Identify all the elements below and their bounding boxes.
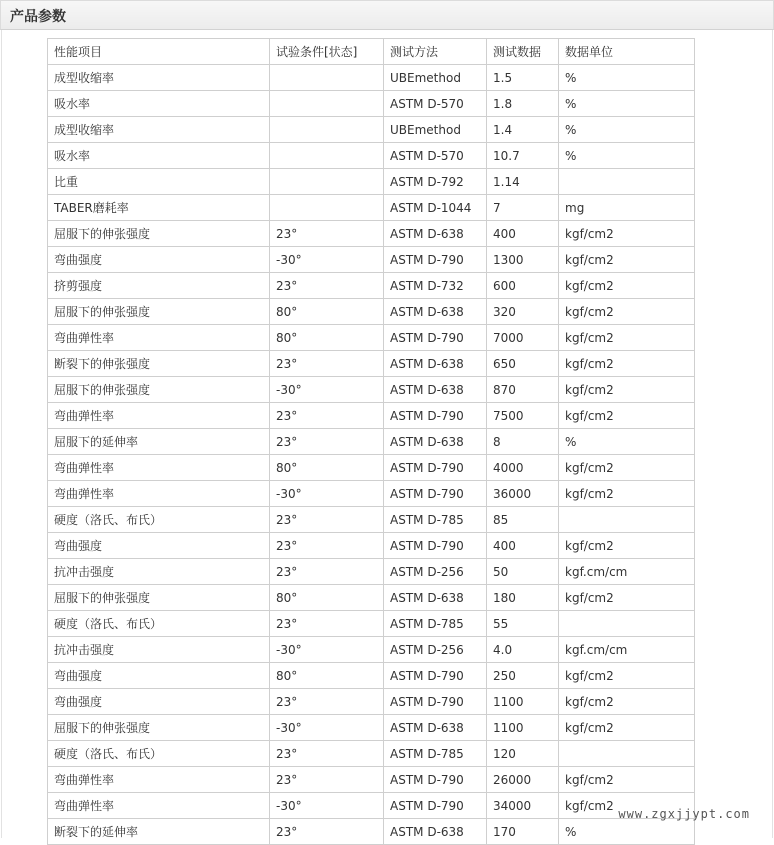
table-cell: kgf/cm2 bbox=[559, 325, 695, 351]
table-cell: kgf.cm/cm bbox=[559, 559, 695, 585]
table-cell: ASTM D-638 bbox=[384, 585, 487, 611]
table-cell: 23° bbox=[270, 273, 384, 299]
table-cell: 弯曲强度 bbox=[48, 689, 270, 715]
table-row bbox=[48, 637, 695, 663]
table-cell: 1300 bbox=[487, 247, 559, 273]
table-cell: 比重 bbox=[48, 169, 270, 195]
table-row bbox=[48, 793, 695, 819]
table-cell: 80° bbox=[270, 299, 384, 325]
table-cell: ASTM D-638 bbox=[384, 429, 487, 455]
table-cell: 170 bbox=[487, 819, 559, 845]
table-cell: ASTM D-638 bbox=[384, 351, 487, 377]
table-cell bbox=[559, 169, 695, 195]
table-row bbox=[48, 715, 695, 741]
table-cell: kgf/cm2 bbox=[559, 455, 695, 481]
table-cell: ASTM D-638 bbox=[384, 377, 487, 403]
table-cell bbox=[270, 117, 384, 143]
table-cell: 成型收缩率 bbox=[48, 65, 270, 91]
table-cell: ASTM D-790 bbox=[384, 481, 487, 507]
table-cell: 1.5 bbox=[487, 65, 559, 91]
table-cell: ASTM D-790 bbox=[384, 793, 487, 819]
table-row bbox=[48, 663, 695, 689]
table-cell: 23° bbox=[270, 221, 384, 247]
table-row bbox=[48, 611, 695, 637]
table-cell: ASTM D-256 bbox=[384, 637, 487, 663]
table-cell: 55 bbox=[487, 611, 559, 637]
table-cell bbox=[270, 91, 384, 117]
table-cell: 80° bbox=[270, 663, 384, 689]
table-cell: ASTM D-785 bbox=[384, 507, 487, 533]
table-cell: 断裂下的延伸率 bbox=[48, 819, 270, 845]
table-cell: kgf.cm/cm bbox=[559, 637, 695, 663]
table-cell: 弯曲弹性率 bbox=[48, 793, 270, 819]
table-row bbox=[48, 429, 695, 455]
table-cell: kgf/cm2 bbox=[559, 377, 695, 403]
table-cell: 屈服下的伸张强度 bbox=[48, 377, 270, 403]
table-cell: kgf/cm2 bbox=[559, 351, 695, 377]
table-cell: 屈服下的延伸率 bbox=[48, 429, 270, 455]
table-cell bbox=[270, 65, 384, 91]
table-cell: -30° bbox=[270, 247, 384, 273]
table-cell: 硬度（洛氏、布氏） bbox=[48, 741, 270, 767]
table-cell: ASTM D-638 bbox=[384, 299, 487, 325]
table-cell: % bbox=[559, 117, 695, 143]
table-cell: 10.7 bbox=[487, 143, 559, 169]
table-cell: -30° bbox=[270, 715, 384, 741]
table-cell: 抗冲击强度 bbox=[48, 559, 270, 585]
table-cell: 挤剪强度 bbox=[48, 273, 270, 299]
table-cell: 23° bbox=[270, 533, 384, 559]
table-cell: ASTM D-638 bbox=[384, 221, 487, 247]
table-cell: 弯曲弹性率 bbox=[48, 767, 270, 793]
table-cell: 85 bbox=[487, 507, 559, 533]
table-cell: -30° bbox=[270, 377, 384, 403]
table-cell: -30° bbox=[270, 793, 384, 819]
table-cell: mg bbox=[559, 195, 695, 221]
table-cell: ASTM D-790 bbox=[384, 247, 487, 273]
table-header-row bbox=[48, 39, 695, 65]
table-row bbox=[48, 585, 695, 611]
table-row bbox=[48, 741, 695, 767]
table-cell: kgf/cm2 bbox=[559, 299, 695, 325]
table-row bbox=[48, 65, 695, 91]
table-cell: 600 bbox=[487, 273, 559, 299]
table-cell: 1100 bbox=[487, 715, 559, 741]
table-body bbox=[48, 65, 695, 845]
table-cell: UBEmethod bbox=[384, 117, 487, 143]
table-row bbox=[48, 403, 695, 429]
table-cell: 50 bbox=[487, 559, 559, 585]
table-cell: 23° bbox=[270, 429, 384, 455]
table-row bbox=[48, 507, 695, 533]
table-cell bbox=[559, 611, 695, 637]
table-cell: kgf/cm2 bbox=[559, 715, 695, 741]
table-cell: 1100 bbox=[487, 689, 559, 715]
table-row bbox=[48, 455, 695, 481]
table-cell: 屈服下的伸张强度 bbox=[48, 299, 270, 325]
table-cell: 弯曲强度 bbox=[48, 533, 270, 559]
table-cell: ASTM D-790 bbox=[384, 533, 487, 559]
table-cell: ASTM D-792 bbox=[384, 169, 487, 195]
table-cell: 180 bbox=[487, 585, 559, 611]
table-cell: 320 bbox=[487, 299, 559, 325]
table-row bbox=[48, 195, 695, 221]
table-row bbox=[48, 169, 695, 195]
table-row bbox=[48, 325, 695, 351]
table-cell: 弯曲弹性率 bbox=[48, 455, 270, 481]
table-cell: 120 bbox=[487, 741, 559, 767]
table-row bbox=[48, 767, 695, 793]
table-cell: 23° bbox=[270, 689, 384, 715]
table-cell: 80° bbox=[270, 325, 384, 351]
table-cell: kgf/cm2 bbox=[559, 689, 695, 715]
column-header: 数据单位 bbox=[559, 39, 695, 65]
table-row bbox=[48, 559, 695, 585]
table-cell: % bbox=[559, 65, 695, 91]
table-cell: 弯曲强度 bbox=[48, 663, 270, 689]
table-cell: UBEmethod bbox=[384, 65, 487, 91]
table-cell: 硬度（洛氏、布氏） bbox=[48, 507, 270, 533]
table-cell: 870 bbox=[487, 377, 559, 403]
table-row bbox=[48, 117, 695, 143]
table-cell: kgf/cm2 bbox=[559, 481, 695, 507]
table-cell: 硬度（洛氏、布氏） bbox=[48, 611, 270, 637]
table-cell: 23° bbox=[270, 819, 384, 845]
table-cell: 23° bbox=[270, 351, 384, 377]
table-cell: 34000 bbox=[487, 793, 559, 819]
table-cell: 7500 bbox=[487, 403, 559, 429]
section-header bbox=[0, 0, 774, 30]
table-cell: kgf/cm2 bbox=[559, 273, 695, 299]
table-cell: ASTM D-256 bbox=[384, 559, 487, 585]
table-cell: 断裂下的伸张强度 bbox=[48, 351, 270, 377]
table-cell bbox=[270, 195, 384, 221]
table-cell: kgf/cm2 bbox=[559, 793, 695, 819]
table-cell: 400 bbox=[487, 533, 559, 559]
section-title: 产品参数 bbox=[10, 9, 66, 25]
table-cell: 23° bbox=[270, 611, 384, 637]
table-cell: ASTM D-570 bbox=[384, 143, 487, 169]
table-cell: ASTM D-638 bbox=[384, 819, 487, 845]
table-cell bbox=[559, 507, 695, 533]
table-cell: 1.14 bbox=[487, 169, 559, 195]
table-cell: 23° bbox=[270, 507, 384, 533]
table-cell: 成型收缩率 bbox=[48, 117, 270, 143]
table-cell: 250 bbox=[487, 663, 559, 689]
table-cell: ASTM D-785 bbox=[384, 741, 487, 767]
table-cell: ASTM D-790 bbox=[384, 403, 487, 429]
table-cell: 4000 bbox=[487, 455, 559, 481]
table-cell: ASTM D-790 bbox=[384, 325, 487, 351]
table-cell: 23° bbox=[270, 741, 384, 767]
table-cell: ASTM D-732 bbox=[384, 273, 487, 299]
table-cell: % bbox=[559, 91, 695, 117]
table-cell: ASTM D-1044 bbox=[384, 195, 487, 221]
table-row bbox=[48, 689, 695, 715]
table-cell: 吸水率 bbox=[48, 91, 270, 117]
table-cell: TABER磨耗率 bbox=[48, 195, 270, 221]
table-cell: 36000 bbox=[487, 481, 559, 507]
table-cell: kgf/cm2 bbox=[559, 247, 695, 273]
table-cell: 23° bbox=[270, 403, 384, 429]
column-header: 性能项目 bbox=[48, 39, 270, 65]
table-cell: 650 bbox=[487, 351, 559, 377]
table-cell: 1.8 bbox=[487, 91, 559, 117]
table-row bbox=[48, 273, 695, 299]
table-cell bbox=[270, 169, 384, 195]
table-cell: 抗冲击强度 bbox=[48, 637, 270, 663]
table-cell: 吸水率 bbox=[48, 143, 270, 169]
table-row bbox=[48, 533, 695, 559]
table-cell: % bbox=[559, 429, 695, 455]
table-cell: 屈服下的伸张强度 bbox=[48, 221, 270, 247]
table-cell: 80° bbox=[270, 455, 384, 481]
table-cell: 屈服下的伸张强度 bbox=[48, 585, 270, 611]
table-cell: kgf/cm2 bbox=[559, 533, 695, 559]
column-header: 测试方法 bbox=[384, 39, 487, 65]
table-cell: % bbox=[559, 143, 695, 169]
table-cell: ASTM D-790 bbox=[384, 663, 487, 689]
table-cell bbox=[559, 741, 695, 767]
table-cell: ASTM D-785 bbox=[384, 611, 487, 637]
table-cell: 屈服下的伸张强度 bbox=[48, 715, 270, 741]
table-cell: 7000 bbox=[487, 325, 559, 351]
table-cell: ASTM D-570 bbox=[384, 91, 487, 117]
table-cell: 7 bbox=[487, 195, 559, 221]
column-header: 测试数据 bbox=[487, 39, 559, 65]
table-row bbox=[48, 377, 695, 403]
table-cell: 1.4 bbox=[487, 117, 559, 143]
table-cell: 23° bbox=[270, 559, 384, 585]
table-cell: 弯曲弹性率 bbox=[48, 481, 270, 507]
table-cell: kgf/cm2 bbox=[559, 221, 695, 247]
column-header: 试验条件[状态] bbox=[270, 39, 384, 65]
table-cell: 8 bbox=[487, 429, 559, 455]
table-cell: 80° bbox=[270, 585, 384, 611]
table-row bbox=[48, 819, 695, 845]
table-cell: 400 bbox=[487, 221, 559, 247]
table-cell: kgf/cm2 bbox=[559, 767, 695, 793]
table-row bbox=[48, 247, 695, 273]
table-cell: 4.0 bbox=[487, 637, 559, 663]
table-cell: -30° bbox=[270, 637, 384, 663]
table-cell: kgf/cm2 bbox=[559, 585, 695, 611]
table-row bbox=[48, 351, 695, 377]
table-cell: 23° bbox=[270, 767, 384, 793]
table-cell: -30° bbox=[270, 481, 384, 507]
table-row bbox=[48, 91, 695, 117]
table-cell: ASTM D-790 bbox=[384, 689, 487, 715]
table-cell: 弯曲弹性率 bbox=[48, 403, 270, 429]
table-row bbox=[48, 143, 695, 169]
table-cell: 26000 bbox=[487, 767, 559, 793]
table-cell: 弯曲弹性率 bbox=[48, 325, 270, 351]
table-cell: kgf/cm2 bbox=[559, 403, 695, 429]
watermark-text: www.zgxjjypt.com bbox=[618, 807, 750, 821]
table-cell: ASTM D-790 bbox=[384, 455, 487, 481]
product-parameter-table bbox=[47, 38, 695, 845]
table-cell: 弯曲强度 bbox=[48, 247, 270, 273]
table-cell: % bbox=[559, 819, 695, 845]
table-cell: ASTM D-638 bbox=[384, 715, 487, 741]
table-cell: ASTM D-790 bbox=[384, 767, 487, 793]
table-cell: kgf/cm2 bbox=[559, 663, 695, 689]
table-row bbox=[48, 299, 695, 325]
table-row bbox=[48, 481, 695, 507]
table-row bbox=[48, 221, 695, 247]
table-cell bbox=[270, 143, 384, 169]
